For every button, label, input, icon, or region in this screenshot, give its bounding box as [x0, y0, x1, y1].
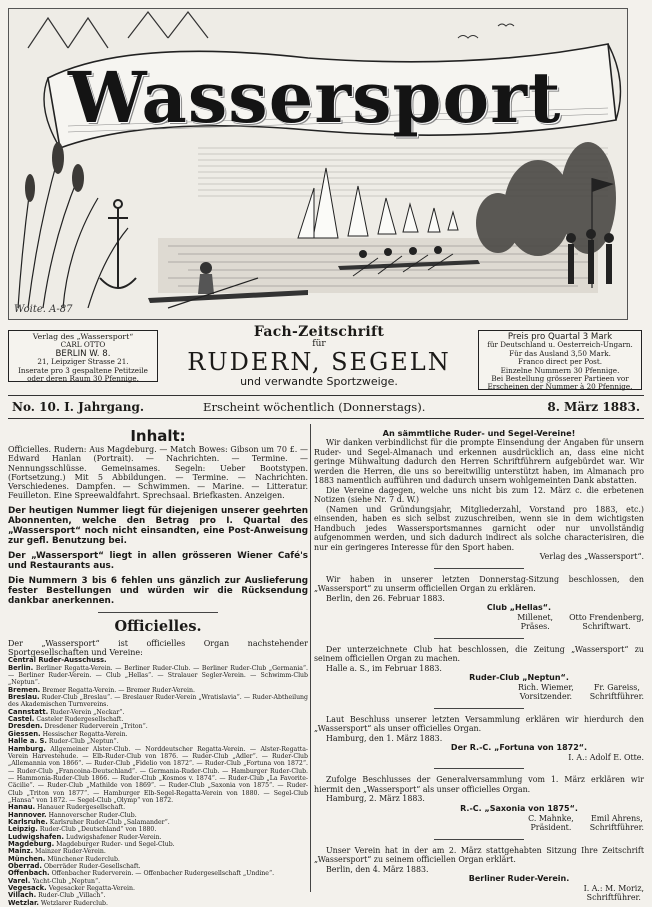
club-entry: [8, 812, 308, 819]
club-entry: [8, 856, 308, 863]
price-line7: Erscheinen der Nummer à 20 Pfennige.: [487, 382, 633, 392]
club-entry: [8, 738, 308, 745]
saxonia-club: R.-C. „Saxonia von 1875“.: [460, 803, 578, 813]
right-column: [314, 424, 644, 903]
club-city: Leipzig.: [8, 825, 38, 834]
fach-zeitschrift: Fach-Zeitschrift: [253, 324, 385, 340]
saxonia-signatories: [314, 814, 644, 833]
hellas-place: Berlin, den 26. Februar 1883.: [326, 593, 445, 603]
club-city: Dresden.: [8, 722, 43, 731]
club-city: Giessen.: [8, 729, 41, 738]
appeal-p3: (Namen und Gründungsjahr, Mitgliederzahl, Vorstand pro 1883, etc.) einsenden, haben es sich selbst zuzuschreiben, wenn sie in dem wichtigsten Handbuch jedes Wassersportsmannes garnicht oder nur unvollständig aufgenommen werden, und sich dadurch indirect als solche characterisiren, die nur ein geringeres Interesse für den Sport haben.: [314, 504, 644, 552]
club-entry: [8, 687, 308, 694]
club-names: Karlsruher Ruder-Club „Salamander“.: [49, 818, 170, 826]
fortuna-text: Laut Beschluss unserer letzten Versammlung erklären wir hierdurch den „Wassersport“ als unser officielles Organ.: [314, 714, 644, 734]
main-subtitle: RUDERN, SEGELN: [187, 348, 451, 376]
neptun-place: Halle a. S., im Februar 1883.: [326, 663, 442, 673]
hellas-signatories: [314, 613, 644, 632]
club-city: Wetzlar.: [8, 898, 39, 907]
club-names: Ruder-Club „Villach“.: [38, 892, 106, 900]
club-city: Berlin.: [8, 663, 34, 672]
divider: [434, 768, 524, 769]
club-names: Hessischer Regatta-Verein.: [42, 730, 128, 738]
club-city: Hannover.: [8, 810, 47, 819]
neptun-role2: Schriftführer.: [589, 692, 644, 702]
club-city: Hanau.: [8, 803, 36, 812]
club-names: Dresdener Ruderverein „Triton“.: [44, 723, 148, 731]
publisher-line3: BERLIN W. 8.: [55, 348, 111, 359]
club-names: Yacht-Club „Neptun“.: [32, 877, 101, 885]
appeal-heading: An sämmtliche Ruder- und Segel-Vereine!: [382, 428, 576, 438]
saxonia-name1: C. Mahnke,: [528, 813, 574, 823]
club-city: Vegesack.: [8, 884, 47, 893]
appeal-p2: Die Vereine dagegen, welche uns nicht bis zum 12. März c. die erbetenen Notizen (siehe Nr. 7 d. W.): [314, 485, 644, 504]
brv-club: Berliner Ruder-Verein.: [468, 874, 570, 884]
club-entry: [8, 804, 308, 811]
left-column: [8, 424, 309, 907]
hellas-role1: Präses.: [520, 622, 550, 632]
neptun-role1: Vorsitzender.: [519, 692, 573, 702]
hellas-name2: Otto Frendenberg,: [569, 613, 644, 622]
club-city: Oberrad.: [8, 862, 42, 870]
masthead-engraving: [8, 8, 628, 320]
club-names: Casteler Rudergesellschaft.: [36, 716, 124, 724]
price-line6: Bei Bestellung grösserer Partieen vor: [491, 374, 629, 384]
issue-line: [8, 395, 644, 419]
club-entry: [8, 878, 308, 885]
club-names: Oberräder Ruder-Gesellschaft.: [43, 863, 141, 870]
saxonia-place: Hamburg, 2. März 1883.: [326, 794, 425, 804]
fortuna-name: I. A.: Adolf E. Otte.: [568, 753, 644, 763]
officielles-intro: Der „Wassersport“ ist officielles Organ nachstehender Sportgesellschaften und Vereine:: [8, 638, 308, 658]
hellas-text: Wir haben in unserer letzten Donnerstag-Sitzung beschlossen, den „Wassersport“ zu unserm officiellen Organ zu erklären.: [314, 574, 644, 593]
club-list: [8, 657, 308, 907]
club-city: München.: [8, 854, 46, 863]
club-names: Ludwigshafener Ruder-Verein.: [65, 833, 162, 841]
price-line5: Einzelne Nummern 30 Pfennige.: [500, 365, 620, 375]
notice-postanweisung: Der heutigen Nummer liegt für diejenigen unserer geehrten Abonnenten, welche den Betrag pro I. Quartal des „Wassersport“ noch nicht einsandten, eine Post-Anweisung zur gefl. Benutzung bei.: [8, 505, 308, 546]
price-line2: für Deutschland u. Oesterreich-Ungarn.: [487, 340, 633, 350]
brv-name: I. A.: M. Moriz,: [583, 884, 644, 894]
divider: [434, 638, 524, 639]
club-city: Magdeburg.: [8, 839, 55, 848]
brv-place: Berlin, den 4. März 1883.: [326, 864, 429, 874]
club-names: Ruder-Club „Deutschland“ von 1880.: [39, 826, 157, 834]
club-city: Castel.: [8, 715, 35, 724]
club-city: Cannstatt.: [8, 707, 49, 716]
info-band: [8, 324, 644, 390]
club-names: Ruder-Club „Neptun“.: [48, 738, 119, 746]
appeal-signature: Verlag des „Wassersport“.: [539, 552, 644, 561]
club-entry: [8, 665, 308, 687]
publisher-line2: CARL OTTO: [60, 340, 106, 350]
club-entry: [8, 657, 308, 664]
club-city: Bremen.: [8, 685, 41, 694]
fuer-word: für: [312, 339, 326, 349]
publisher-box: [8, 330, 158, 382]
price-line4: Franco direct per Post.: [517, 357, 603, 367]
club-entry: [8, 900, 308, 907]
issue-date: 8. März 1883.: [547, 400, 640, 414]
hellas-club: Club „Hellas“.: [486, 603, 552, 612]
divider: [434, 708, 524, 709]
neptun-club: Ruder-Club „Neptun“.: [469, 673, 569, 683]
brv-role: Schriftführer.: [586, 893, 641, 903]
inhalt-title: Inhalt:: [130, 427, 186, 445]
club-city: Central Ruder-Ausschuss.: [8, 656, 107, 665]
price-line1: Preis pro Quartal 3 Mark: [507, 332, 613, 342]
subtitle-block: [162, 324, 476, 388]
hellas-name1: Millenet,: [517, 613, 554, 622]
club-city: Halle a. S.: [8, 737, 47, 746]
club-city: Breslau.: [8, 693, 40, 702]
artist-signature: Woite. A-87: [14, 304, 73, 315]
club-names: Ruder-Club „Breslau“. — Breslauer Ruder-Verein „Wratislavia“. — Ruder-Abtheilung des Akademischen Turnvereins.: [8, 694, 308, 709]
club-names: Vegesacker Regatta-Verein.: [48, 885, 135, 893]
divider: [434, 568, 524, 569]
officielles-title: Officielles.: [114, 617, 202, 635]
club-entry: [8, 848, 308, 855]
club-names: Allgemeiner Alster-Club. — Norddeutscher Regatta-Verein. — Alster-Regatta-Verein Harvestehude. — Elb-Ruder-Club von 1876. — Ruder-Club „Adler“. — Ruder-Club „Allemannia von 1866“. — Ruder-Club „Fidelio von 1872“. — Ruder-Club „Fortuna von 1872“. — Ruder-Club „Francoina-Deutschland“. — Germania-Ruder-Club. — Hamburger Ruder-Club. — Hammonia-Ruder-Club 1866. — Ruder-Club „Kosmos v. 1874“. — Ruder-Club „La Favorite-Cäcilie“. — Ruder-Club „Mathilde von 1869“. — Ruder-Club „Saxonia von 1875“. — Ruder-Club „Triton von 1877“. — Hamburger Elb-Segel-Regatta-Verein von 1880. — Segel-Club „Hansa“ von 1872. — Segel-Club „Olymp“ von 1872.: [8, 745, 308, 804]
neptun-name1: Rich. Wiemer,: [518, 683, 574, 693]
neptun-text: Der unterzeichnete Club hat beschlossen, die Zeitung „Wassersport“ zu seinem officiellen Organ zu machen.: [314, 644, 644, 664]
club-entry: [8, 694, 308, 709]
club-city: Mainz.: [8, 847, 34, 856]
publisher-line1: Verlag des „Wassersport“: [32, 332, 134, 341]
club-city: Karlsruhe.: [8, 817, 48, 826]
club-names: Ruder-Verein „Neckar“.: [50, 708, 125, 716]
club-city: Villach.: [8, 891, 37, 900]
brv-signatories: [314, 884, 644, 903]
club-city: Hamburg.: [8, 744, 46, 753]
divider: [434, 839, 524, 840]
club-entry: [8, 892, 308, 899]
price-box: [478, 330, 642, 390]
club-names: Magdeburger Ruder- und Segel-Club.: [56, 840, 175, 848]
fortuna-signatories: [314, 753, 644, 762]
price-line3: Für das Ausland 3,50 Mark.: [509, 348, 611, 358]
hellas-role2: Schriftwart.: [582, 622, 631, 632]
publisher-line5: Inserate pro 3 gespaltene Petitzeile: [18, 365, 148, 375]
saxonia-role1: Präsident.: [530, 823, 572, 833]
masthead-illustration: [8, 8, 628, 320]
club-names: Bremer Regatta-Verein. — Bremer Ruder-Verein.: [42, 686, 195, 694]
club-entry: [8, 746, 308, 805]
club-names: Berliner Regatta-Verein. — Berliner Ruder-Club. — Berliner Ruder-Club „Germania“. — Berliner Ruder-Verein. — Club „Hellas“. — Stralauer Segler-Verein. — Schwimm-Club „Neptun“.: [8, 664, 309, 687]
sub-subtitle: und verwandte Sportzweige.: [240, 375, 398, 388]
neptun-name2: Fr. Gareiss,: [593, 683, 640, 693]
issue-number: No. 10. I. Jahrgang.: [12, 400, 145, 414]
club-names: Offenbacher Ruderverein. — Offenbacher Rudergesellschaft „Undine“.: [51, 870, 275, 878]
issue-frequency: Erscheint wöchentlich (Donnerstags).: [203, 400, 426, 414]
saxonia-text: Zufolge Beschlusses der Generalversammlung vom 1. März erklären wir hiermit den „Wassersport“ als unser officielles Organ.: [314, 775, 644, 794]
club-city: Varel.: [8, 876, 31, 885]
fortuna-club: Der R.-C. „Fortuna von 1872“.: [450, 743, 588, 753]
club-city: Ludwigshafen.: [8, 832, 64, 841]
column-rule: [310, 424, 311, 892]
club-entry: [8, 723, 308, 730]
section-divider: [98, 612, 218, 613]
notice-wiener-cafes: Der „Wassersport“ liegt in allen grösseren Wiener Café's und Restaurants aus.: [8, 550, 308, 571]
club-names: Hannoverscher Ruder-Club.: [48, 811, 137, 819]
notice-missing-issues: Die Nummern 3 bis 6 fehlen uns gänzlich zur Auslieferung fester Bestellungen und würden wir die Rücksendung dankbar anerkennen.: [8, 575, 308, 606]
saxonia-name2: Emil Ahrens,: [591, 813, 643, 823]
publisher-line6: oder deren Raum 30 Pfennige.: [27, 374, 139, 384]
inhalt-text: Officielles. Rudern: Aus Magdeburg. — Match Bowes: Gibson um 70 £. — Edward Hanlan (Portrait). — Nachrichten. — Termine. — Nennungsschlüsse. Gemeinsames. Segeln: Ueber Bootstypen. (Fortsetzung.) Mit 5 Abbildungen. — Termine. — Nachrichten. Verschiedenes. Dampfen. — Schwimmen. — Marine. — Litteratur. Feuilleton. Eine Spreewaldfahrt. Sprechsaal. Briefkasten. Anzeigen.: [8, 445, 308, 501]
fortuna-place: Hamburg, den 1. März 1883.: [326, 733, 443, 743]
club-city: Offenbach.: [8, 869, 50, 878]
publisher-line4: 21, Leipziger Strasse 21.: [37, 357, 129, 367]
neptun-signatories: [314, 683, 644, 702]
club-names: Hanauer Rudergesellschaft.: [37, 804, 126, 812]
club-names: Mainzer Ruder-Verein.: [35, 848, 106, 856]
brv-text: Unser Verein hat in der am 2. März stattgehabten Sitzung Ihre Zeitschrift „Wassersport“ zu seinem officiellen Organ erklärt.: [314, 845, 644, 865]
club-entry: [8, 870, 308, 877]
club-names: Wetzlarer Ruderclub.: [40, 899, 108, 907]
saxonia-role2: Schriftführer.: [589, 823, 644, 833]
masthead-title: Wassersport: [68, 56, 562, 139]
club-names: Münchener Ruderclub.: [47, 855, 120, 863]
appeal-p1: Wir danken verbindlichst für die prompte Einsendung der Angaben für unsern Ruder- und Segel-Almanach und erkennen ausdrücklich an, dass eine nicht geringe Mühwaltung dadurch den Herren Schriftführern aufgebürdet war. Wir werden die Herren, die uns so bereitwillig unterstützt haben, im Almanach pro 1883 namentlich aufführen und dadurch unsern wohlgemeinten Dank abstatten.: [314, 438, 644, 485]
